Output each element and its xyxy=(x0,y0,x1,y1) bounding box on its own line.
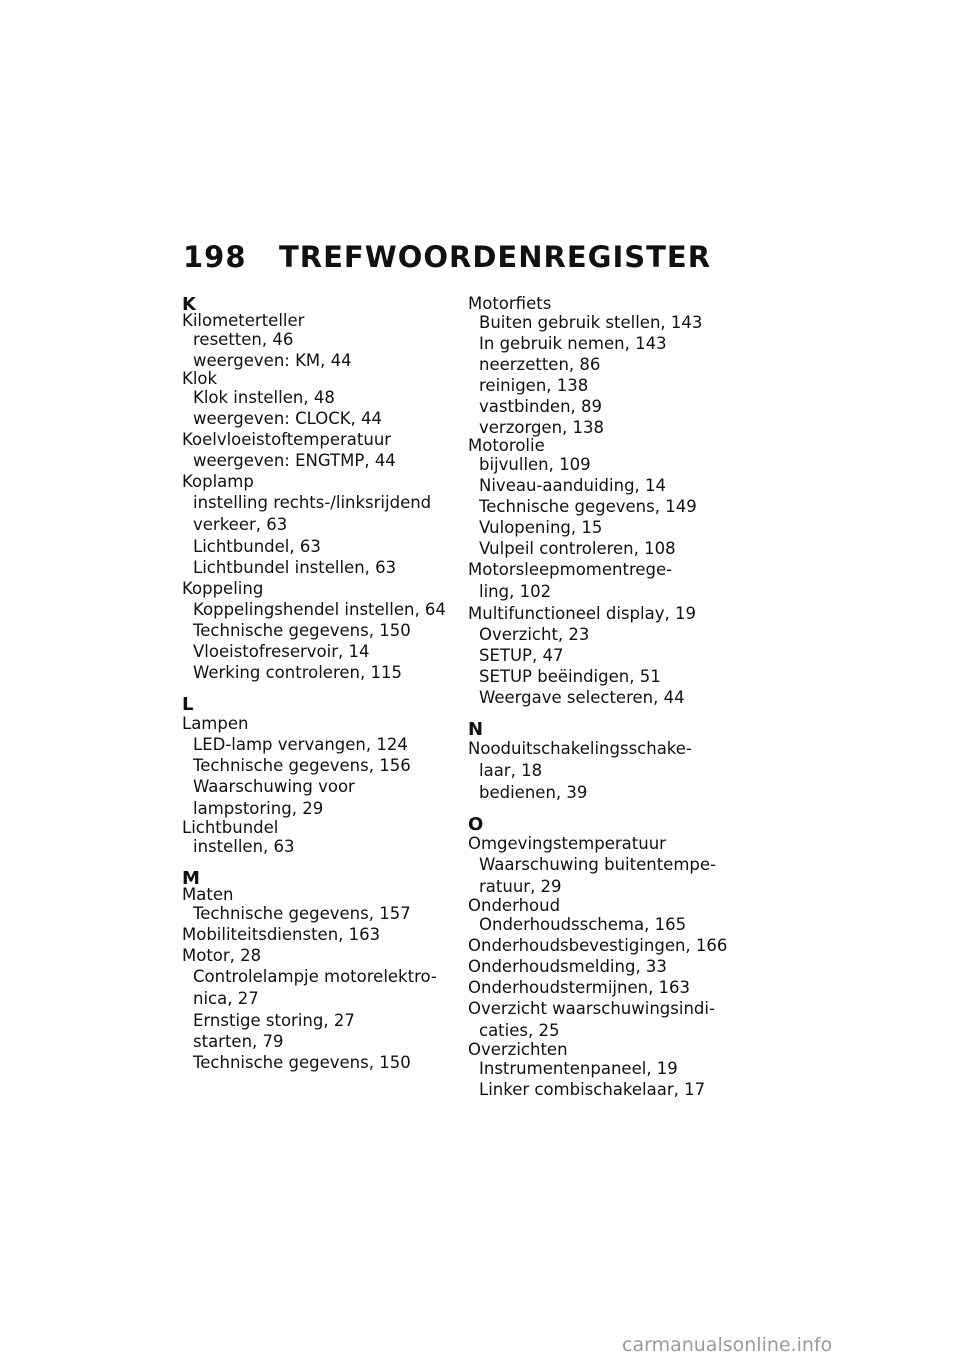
index-subentry: weergeven: CLOCK, 44 xyxy=(193,409,383,428)
index-entry: Onderhoudsmelding, 33 xyxy=(468,957,667,976)
index-subentry: weergeven: ENGTMP, 44 xyxy=(193,451,396,470)
index-entry: Overzicht waarschuwingsindi- xyxy=(468,999,715,1018)
index-letter-heading: O xyxy=(468,814,484,835)
index-entry: Onderhoudsbevestigingen, 166 xyxy=(468,936,728,955)
page-header xyxy=(183,240,711,274)
index-letter-heading: K xyxy=(182,294,196,315)
index-subentry: Waarschuwing voor xyxy=(193,777,355,796)
index-subentry: SETUP beëindigen, 51 xyxy=(479,667,661,686)
index-subentry: verzorgen, 138 xyxy=(479,418,605,437)
index-subentry: verkeer, 63 xyxy=(193,515,288,534)
index-subentry: nica, 27 xyxy=(193,989,259,1008)
index-subentry: Buiten gebruik stellen, 143 xyxy=(479,313,703,332)
index-subentry: reinigen, 138 xyxy=(479,376,589,395)
index-entry: Koelvloeistoftemperatuur xyxy=(182,430,392,449)
index-entry: Mobiliteitsdiensten, 163 xyxy=(182,925,381,944)
index-subentry: starten, 79 xyxy=(193,1032,284,1051)
index-subentry: ling, 102 xyxy=(479,582,552,601)
index-subentry: Vulpeil controleren, 108 xyxy=(479,539,676,558)
index-subentry: LED-lamp vervangen, 124 xyxy=(193,735,408,754)
index-subentry: laar, 18 xyxy=(479,761,543,780)
index-subentry: bedienen, 39 xyxy=(479,783,588,802)
index-column-left xyxy=(182,296,454,1073)
index-letter-heading: L xyxy=(182,694,194,715)
index-subentry: Overzicht, 23 xyxy=(479,625,590,644)
index-entry: Overzichten xyxy=(468,1040,568,1059)
index-subentry: Niveau-aanduiding, 14 xyxy=(479,476,667,495)
index-subentry: Technische gegevens, 150 xyxy=(193,621,411,640)
index-entry: Motorfiets xyxy=(468,294,552,313)
index-subentry: Technische gegevens, 156 xyxy=(193,756,411,775)
index-entry: Lampen xyxy=(182,714,249,733)
index-subentry: Technische gegevens, 157 xyxy=(193,904,411,923)
index-letter-heading: M xyxy=(182,868,200,889)
index-subentry: lampstoring, 29 xyxy=(193,799,324,818)
index-subentry: Technische gegevens, 149 xyxy=(479,497,697,516)
index-subentry: weergeven: KM, 44 xyxy=(193,351,352,370)
index-subentry: Lichtbundel, 63 xyxy=(193,537,321,556)
index-column-right xyxy=(468,296,748,1100)
page-title: TREFWOORDENREGISTER xyxy=(279,240,712,274)
index-entry: Omgevingstemperatuur xyxy=(468,834,666,853)
index-subentry: neerzetten, 86 xyxy=(479,355,601,374)
index-subentry: vastbinden, 89 xyxy=(479,397,603,416)
index-entry: Onderhoudstermijnen, 163 xyxy=(468,978,691,997)
index-entry: Motor, 28 xyxy=(182,946,262,965)
index-subentry: caties, 25 xyxy=(479,1021,560,1040)
index-subentry: instellen, 63 xyxy=(193,837,295,856)
index-subentry: Werking controleren, 115 xyxy=(193,663,402,682)
index-subentry: instelling rechts-/linksrijdend xyxy=(193,493,432,512)
index-subentry: Weergave selecteren, 44 xyxy=(479,688,685,707)
index-entry: Klok xyxy=(182,369,218,388)
index-entry: Motorolie xyxy=(468,436,545,455)
index-entry: Nooduitschakelingsschake- xyxy=(468,739,692,758)
index-subentry: Vulopening, 15 xyxy=(479,518,603,537)
page-number: 198 xyxy=(183,240,247,274)
index-subentry: Onderhoudsschema, 165 xyxy=(479,915,687,934)
index-subentry: Klok instellen, 48 xyxy=(193,388,335,407)
index-entry: Kilometerteller xyxy=(182,311,305,330)
index-subentry: Koppelingshendel instellen, 64 xyxy=(193,600,446,619)
index-entry: Koppeling xyxy=(182,579,264,598)
index-entry: Lichtbundel xyxy=(182,818,279,837)
index-entry: Koplamp xyxy=(182,472,254,491)
index-letter-heading: N xyxy=(468,719,484,740)
index-subentry: Instrumentenpaneel, 19 xyxy=(479,1059,678,1078)
index-subentry: Ernstige storing, 27 xyxy=(193,1011,355,1030)
index-subentry: Lichtbundel instellen, 63 xyxy=(193,558,397,577)
index-subentry: Technische gegevens, 150 xyxy=(193,1053,411,1072)
index-subentry: resetten, 46 xyxy=(193,330,294,349)
index-subentry: In gebruik nemen, 143 xyxy=(479,334,667,353)
index-entry: Onderhoud xyxy=(468,896,561,915)
index-subentry: Controlelampje motorelektro- xyxy=(193,967,437,986)
index-entry: Motorsleepmomentrege- xyxy=(468,560,673,579)
index-subentry: Waarschuwing buitentempe- xyxy=(479,855,716,874)
index-entry: Maten xyxy=(182,885,234,904)
index-subentry: ratuur, 29 xyxy=(479,877,562,896)
watermark: carmanualsonline.info xyxy=(622,1334,833,1356)
index-subentry: bijvullen, 109 xyxy=(479,455,591,474)
index-subentry: SETUP, 47 xyxy=(479,646,564,665)
index-subentry: Vloeistofreservoir, 14 xyxy=(193,642,370,661)
index-subentry: Linker combischakelaar, 17 xyxy=(479,1080,706,1099)
index-entry: Multifunctioneel display, 19 xyxy=(468,604,696,623)
